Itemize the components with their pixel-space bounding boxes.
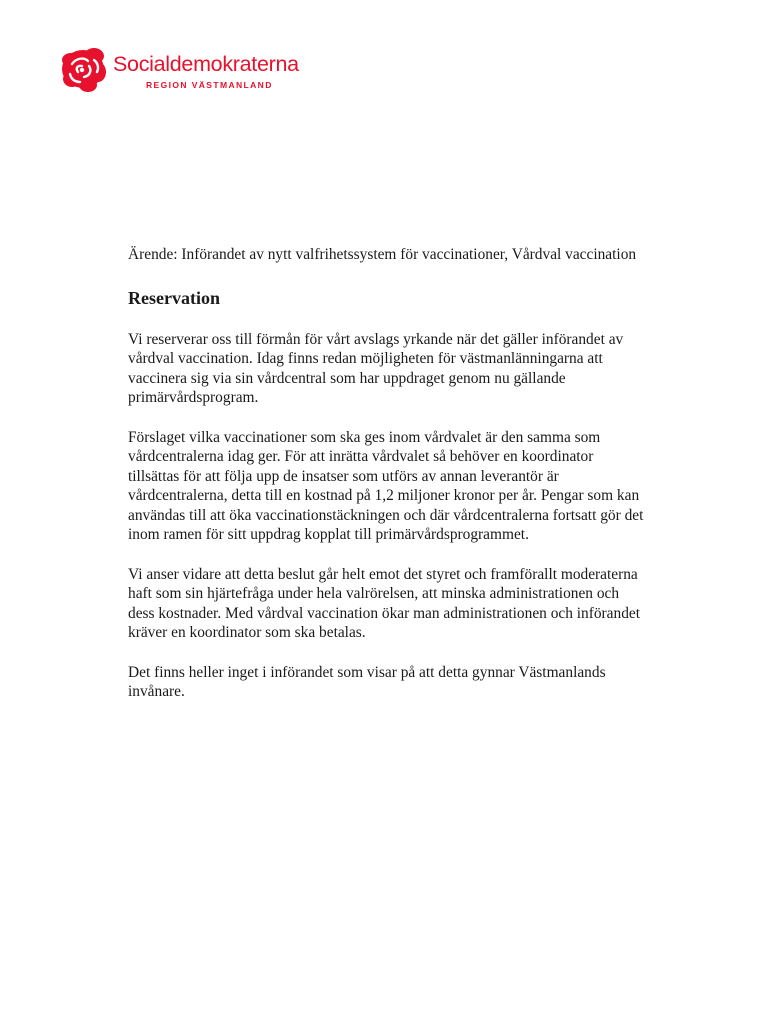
rose-icon <box>58 44 108 94</box>
party-logo <box>58 44 318 96</box>
document-heading: Reservation <box>128 287 220 308</box>
party-name: Socialdemokraterna <box>113 52 299 76</box>
paragraph: Vi anser vidare att detta beslut går helt emot det styret och framförallt moderaterna haft som sin hjärtefråga under hela valrörelsen, att minska administrationen och dess kostnader. Med vårdval vaccination ökar man administrationen och införandet kräver en koordinator som ska betalas. <box>128 565 641 641</box>
paragraph: Förslaget vilka vaccinationer som ska ges inom vårdvalet är den samma som vårdcentralerna idag ger. För att inrätta vårdvalet så behöver en koordinator tillsättas för att följa upp de insatser som utförs av annan leverantör är vårdcentralerna, detta till en kostnad på 1,2 miljoner kronor per år. Pengar som kan användas till att öka vaccinationstäckningen och där vårdcentralerna fortsatt gör det inom ramen för sitt uppdrag kopplat till primärvårdsprogrammet. <box>128 428 644 543</box>
party-region: REGION VÄSTMANLAND <box>146 80 273 90</box>
paragraph: Vi reserverar oss till förmån för vårt avslags yrkande när det gäller införandet av vårdval vaccination. Idag finns redan möjligheten för västmanlänningarna att vaccinera sig via sin vårdcentral som har uppdraget genom nu gällande primärvårdsprogram. <box>128 330 624 406</box>
paragraph: Det finns heller inget i införandet som visar på att detta gynnar Västmanlands invånare. <box>128 663 606 700</box>
document-subject: Ärende: Införandet av nytt valfrihetssystem för vaccinationer, Vårdval vaccination <box>128 246 637 263</box>
document-body <box>128 245 648 702</box>
